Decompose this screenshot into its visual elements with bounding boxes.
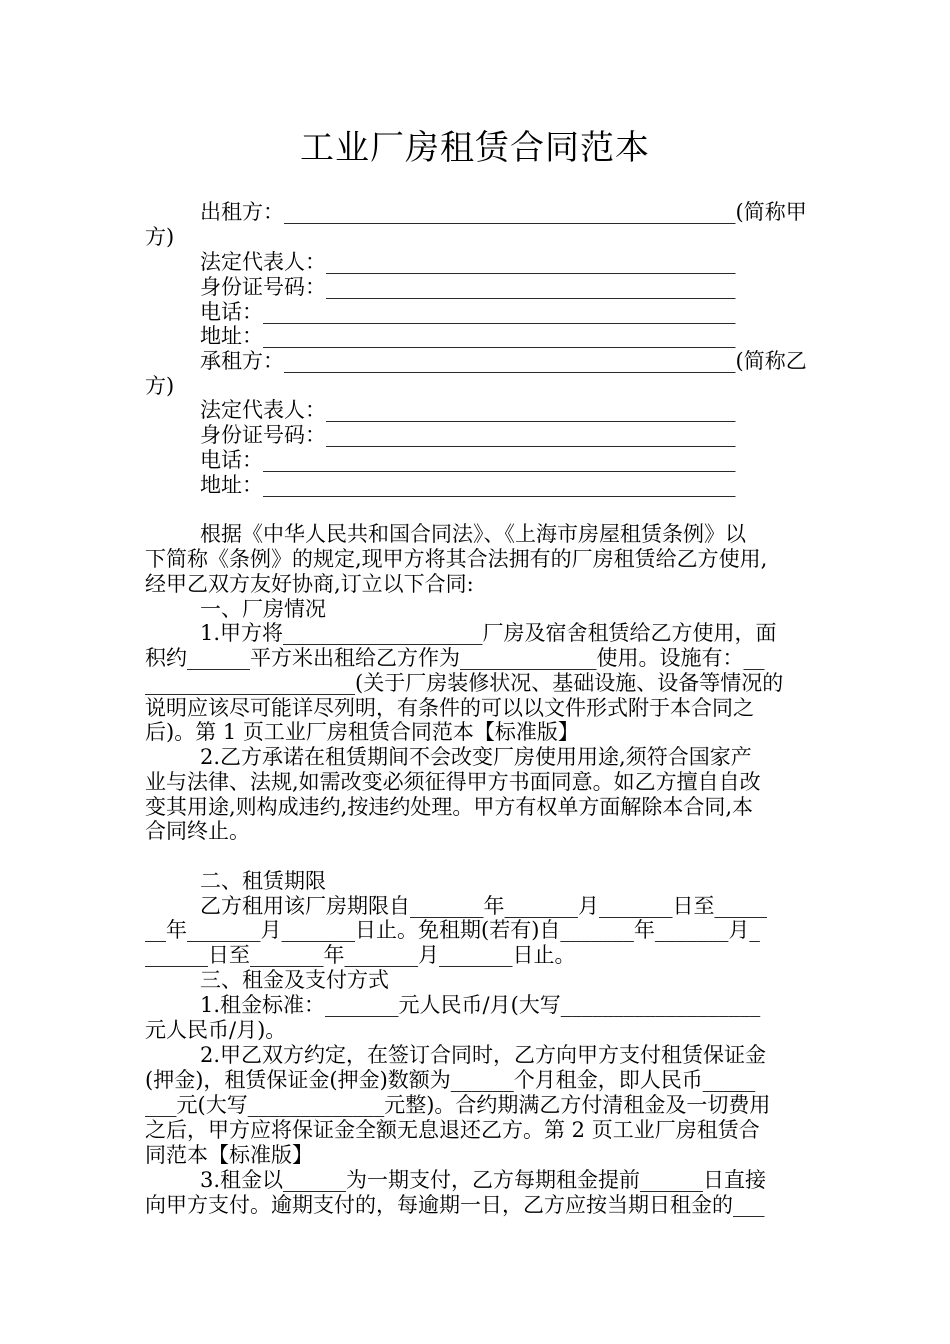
clause-line: 合同终止。	[145, 819, 250, 843]
section-heading-term: 二、租赁期限	[200, 869, 326, 893]
clause-line: ___元(大写_____________元整)。合约期满乙方付清租金及一切费用	[145, 1093, 771, 1117]
clause-line: (押金)，租赁保证金(押金)数额为______个月租金，即人民币_____	[145, 1068, 756, 1092]
preamble-line: 经甲乙双方友好协商,订立以下合同:	[145, 572, 474, 596]
clause-line: 乙方租用该厂房期限自_______年_______月_______日至_____	[200, 894, 767, 918]
lessee-line: 承租方：___________________________________________(简称乙	[200, 349, 807, 373]
clause-line: 后)。第 1 页工业厂房租赁合同范本【标准版】	[145, 720, 579, 744]
preamble-line: 根据《中华人民共和国合同法》、《上海市房屋租赁条例》以	[200, 522, 746, 546]
clause-line: 1.租金标准：_______元人民币/月(大写___________________	[200, 993, 761, 1017]
clause-line: 变其用途,则构成违约,按违约处理。甲方有权单方面解除本合同,本	[145, 795, 754, 819]
lessor-address-line: 地址：_____________________________________________	[200, 324, 736, 348]
clause-line: __年_______月_______日止。免租期(若有)自_______年_______月_	[145, 918, 760, 942]
lessee-id-line: 身份证号码：_______________________________________	[200, 423, 736, 447]
clause-line: 说明应该尽可能详尽列明，有条件的可以以文件形式附于本合同之	[145, 696, 754, 720]
preamble-line: 下简称《条例》的规定,现甲方将其合法拥有的厂房租赁给乙方使用,	[145, 547, 768, 571]
clause-line: 同范本【标准版】	[145, 1143, 313, 1167]
clause-line: 2.乙方承诺在租赁期间不会改变厂房使用用途,须符合国家产	[200, 745, 752, 769]
clause-line: 积约______平方米出租给乙方作为_____________使用。设施有：__	[145, 646, 765, 670]
document-title: 工业厂房租赁合同范本	[300, 128, 650, 168]
lessee-rep-line: 法定代表人：_______________________________________	[200, 398, 736, 422]
clause-line: 3.租金以______为一期支付，乙方每期租金提前______日直接	[200, 1168, 767, 1192]
lessor-phone-line: 电话：_____________________________________________	[200, 300, 736, 324]
clause-line: ______日至_______年_______月_______日止。	[145, 943, 576, 967]
lessor-line: 出租方：___________________________________________(简称甲	[200, 200, 807, 224]
lessor-rep-line: 法定代表人：_______________________________________	[200, 250, 736, 274]
lessor-id-line: 身份证号码：_______________________________________	[200, 275, 736, 299]
clause-line: 元人民币/月)。	[145, 1018, 287, 1042]
clause-line: 业与法律、法规,如需改变必须征得甲方书面同意。如乙方擅自自改	[145, 770, 761, 794]
lessee-line-cont: 方)	[145, 374, 175, 398]
lessor-line-cont: 方)	[145, 225, 175, 249]
clause-line: 1.甲方将___________________厂房及宿舍租赁给乙方使用，面	[200, 621, 777, 645]
clause-line: 之后，甲方应将保证金全额无息退还乙方。第 2 页工业厂房租赁合	[145, 1118, 760, 1142]
section-heading-rent: 三、租金及支付方式	[200, 968, 389, 992]
lessee-address-line: 地址：_____________________________________________	[200, 473, 736, 497]
clause-line: ____________________(关于厂房装修状况、基础设施、设备等情况的	[145, 671, 784, 695]
section-heading-factory: 一、厂房情况	[200, 597, 326, 621]
lessee-phone-line: 电话：_____________________________________________	[200, 448, 736, 472]
clause-line: 2.甲乙双方约定，在签订合同时，乙方向甲方支付租赁保证金	[200, 1043, 767, 1067]
clause-line: 向甲方支付。逾期支付的，每逾期一日，乙方应按当期日租金的___	[145, 1193, 765, 1217]
